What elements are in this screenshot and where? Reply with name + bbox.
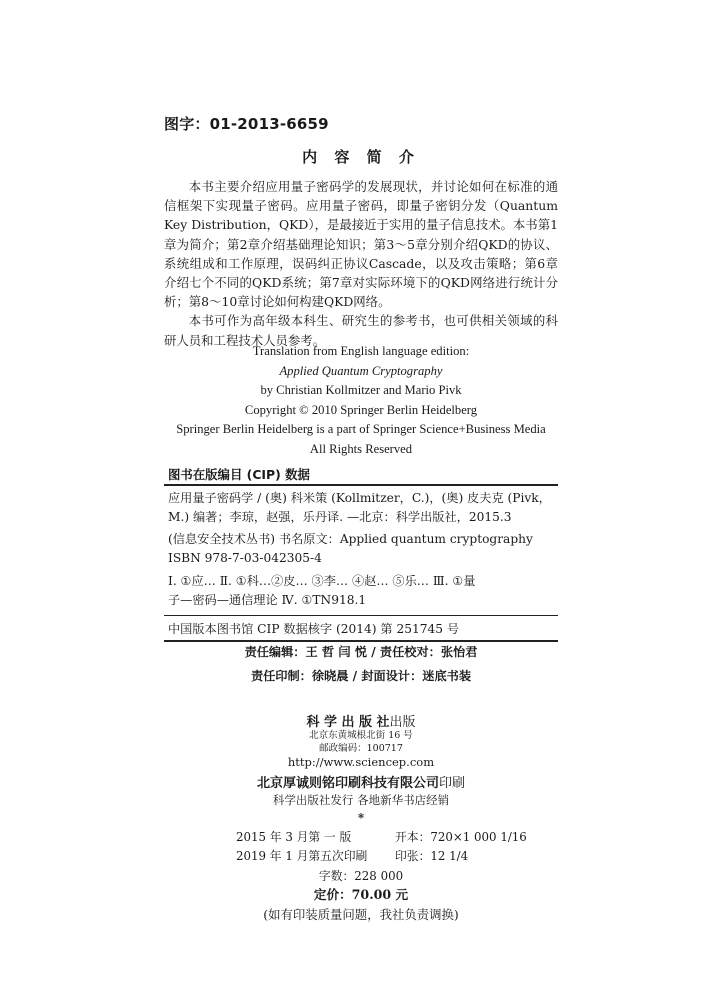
book-format: 开本：720×1 000 1/16 <box>395 830 527 844</box>
quality-notice: (如有印装质量问题，我社负责调换) <box>263 907 459 922</box>
copyright-line: Copyright © 2010 Springer Berlin Heidelberg <box>244 402 478 417</box>
publisher-website: http://www.sciencep.com <box>287 755 435 769</box>
price <box>164 884 558 903</box>
cip-main-entry <box>168 489 558 527</box>
original-authors: by Christian Kollmitzer and Mario Pivk <box>260 383 462 398</box>
cip-classification <box>168 572 558 610</box>
cip-series-line: (信息安全技术丛书) 书名原文：Applied quantum cryptography <box>168 532 533 546</box>
summary-body <box>164 177 558 350</box>
publisher-postcode: 邮政编码：100717 <box>319 743 403 754</box>
cip-bottom-rule <box>164 640 558 642</box>
print-sheets: 印张：12 1/4 <box>395 849 469 863</box>
reprint-info: 2019 年 1 月第五次印刷 <box>236 849 368 863</box>
summary-title: 内 容 简 介 <box>302 148 420 166</box>
printer-suffix: 印刷 <box>439 776 466 791</box>
printer-company: 北京厚诚则铭印刷科技有限公司 <box>256 776 439 791</box>
cip-class-line-2: 子—密码—通信理论 Ⅳ. ①TN918.1 <box>168 593 367 608</box>
cip-series-isbn <box>168 530 558 568</box>
printer-name <box>164 772 558 791</box>
isbn: ISBN 978-7-03-042305-4 <box>168 551 322 566</box>
staff-production: 责任印制：徐晓晨 / 封面设计：迷底书装 <box>250 669 472 683</box>
publisher-address: 北京东黄城根北街 16 号 <box>309 730 413 741</box>
summary-paragraph-2: 本书可作为高年级本科生、研究生的参考书，也可供相关领域的科研人员和工程技术人员参考。 <box>164 313 558 348</box>
price-label: 定价： <box>313 887 352 902</box>
translation-line: Translation from English language edition: <box>252 344 470 358</box>
price-value: 70.00 元 <box>351 887 409 902</box>
original-book-title: Applied Quantum Cryptography <box>279 363 443 378</box>
edition-row-2 <box>164 848 558 867</box>
registration-number: 图字：01-2013-6659 <box>164 115 329 133</box>
cip-number: 中国版本图书馆 CIP 数据核字 (2014) 第 251745 号 <box>168 622 460 636</box>
cip-main-line-1: 应用量子密码学 / (奥) 科米策 (Kollmitzer，C.)，(奥) 皮夫克 (Pivk， <box>168 491 551 505</box>
distribution-line: 科学出版社发行 各地新华书店经销 <box>272 793 450 807</box>
translation-notice <box>164 342 558 460</box>
word-count: 字数：228 000 <box>318 869 404 883</box>
edition-row-1 <box>164 829 558 848</box>
publisher-suffix: 出版 <box>389 715 416 730</box>
first-edition: 2015 年 3 月第 一 版 <box>236 830 352 844</box>
publisher-affiliation: Springer Berlin Heidelberg is a part of Springer Science+Business Media <box>176 422 546 437</box>
publisher-name <box>164 711 558 730</box>
cip-main-line-2: M.) 编著；李琼，赵强，乐丹译. —北京：科学出版社，2015.3 <box>168 510 512 525</box>
publisher-address-block <box>164 729 558 755</box>
cip-top-rule <box>164 484 558 486</box>
edition-info <box>164 829 558 867</box>
cip-middle-rule <box>164 615 558 616</box>
rights-line: All Rights Reserved <box>309 441 413 456</box>
cip-class-line-1: Ⅰ. ①应… Ⅱ. ①科…②皮… ③李… ④赵… ⑤乐… Ⅲ. ①量 <box>168 574 476 588</box>
cip-title: 图书在版编目 (CIP) 数据 <box>168 467 310 482</box>
staff-editors: 责任编辑：王 哲 闫 悦 / 责任校对：张怡君 <box>244 645 478 659</box>
publisher-logo-text: 科 学 出 版 社 <box>306 715 390 730</box>
summary-paragraph-1: 本书主要介绍应用量子密码学的发展现状，并讨论如何在标准的通信框架下实现量子密码。应用量子密码，即量子密钥分发（Quantum Key Distribution，QKD），是最接近于实用的量子信息技术。本书第1章为简介；第2章介绍基础理论知识；第3～5章分别介绍QKD的协议、系统组成和工作原理，误码纠正协议Cascade，以及攻击策略；第6章介绍七个不同的QKD系统；第7章对实际环境下的QKD网络进行统计分析；第8～10章讨论如何构建QKD网络。 <box>164 179 558 310</box>
separator-star: * <box>357 811 365 825</box>
